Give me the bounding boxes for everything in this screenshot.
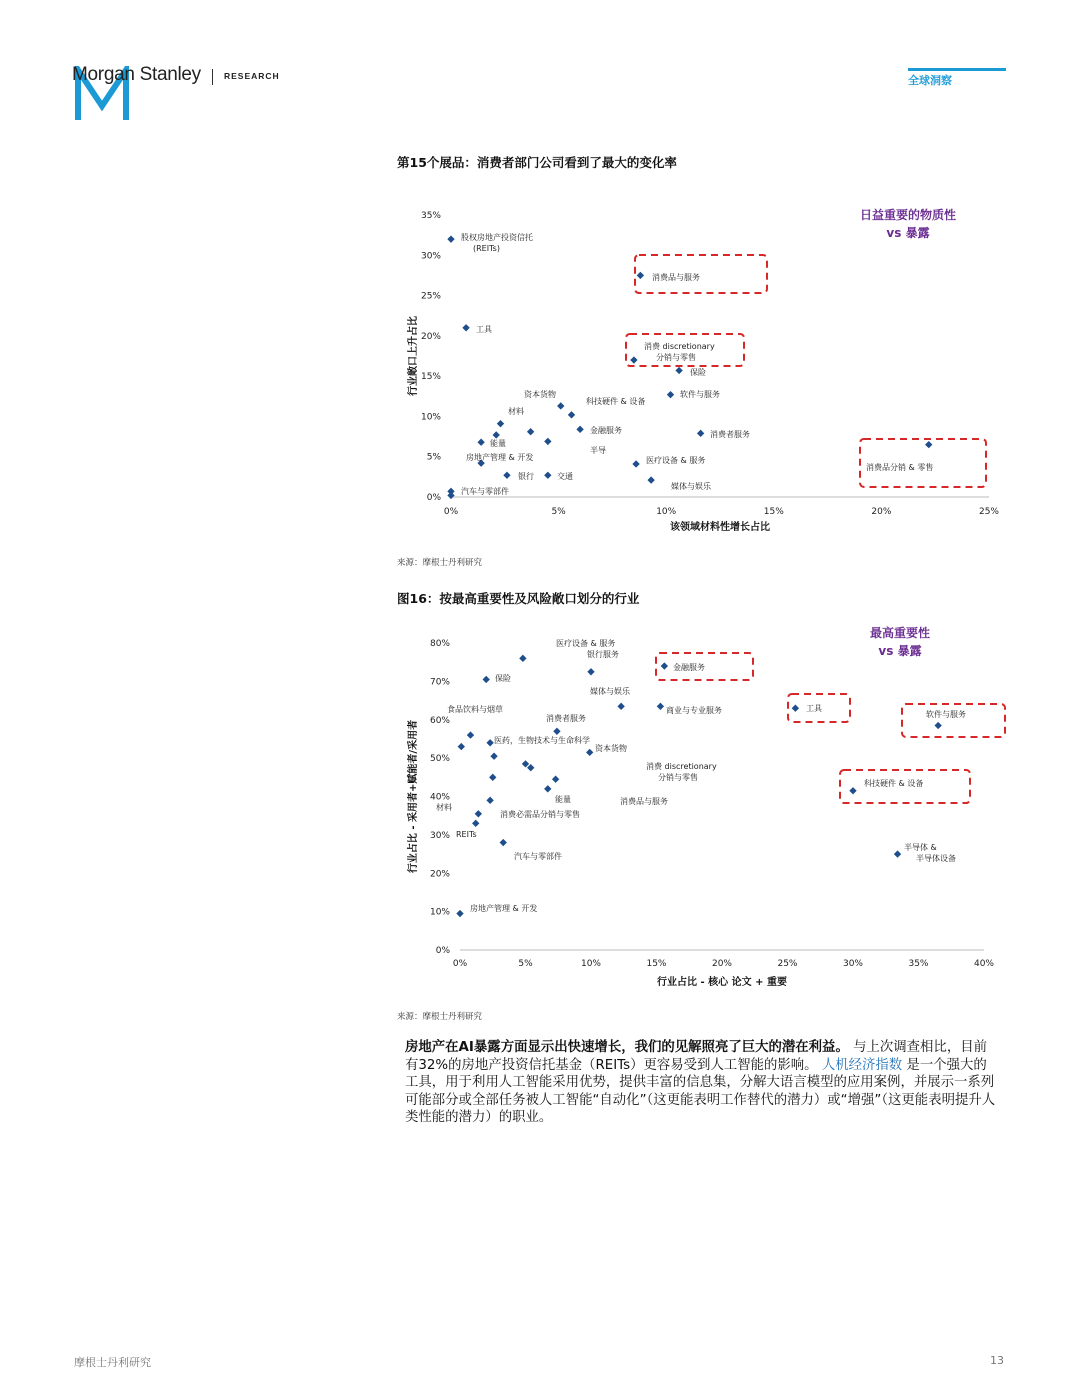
point-label: 科技硬件 & 设备 bbox=[864, 779, 924, 788]
point-label: 资本货物 bbox=[595, 744, 627, 753]
point-label: 股权房地产投资信托 bbox=[461, 233, 533, 242]
point-label: 房地产管理 & 开发 bbox=[470, 904, 538, 913]
x-tick-label: 0% bbox=[452, 959, 468, 969]
point-label: 材料 bbox=[508, 407, 524, 416]
y-tick-label: 30% bbox=[420, 251, 441, 262]
point-pt bbox=[587, 668, 594, 675]
exhibit-15-title: 第15个展品：消费者部门公司看到了最大的变化率 bbox=[397, 155, 677, 170]
point-pt bbox=[792, 705, 799, 712]
footer-brand: 摩根士丹利研究 bbox=[74, 1356, 151, 1369]
x-axis-title: 行业占比 - 核心 论文 + 重要 bbox=[657, 977, 787, 988]
point-label: 半导体 & bbox=[904, 843, 937, 852]
point-label: 分销与零售 bbox=[658, 773, 698, 782]
y-axis-title: 行业占比 - 采用者+赋能者/采用者 bbox=[408, 719, 419, 874]
point-pt bbox=[544, 785, 551, 792]
point-b bbox=[477, 439, 484, 446]
point-label: 消费必需品分销与零售 bbox=[500, 810, 580, 819]
point-label: 媒体与娱乐 bbox=[590, 687, 630, 696]
x-axis-title: 该领域材料性增长占比 bbox=[670, 522, 770, 533]
exhibit-16-scatter-chart bbox=[406, 625, 1005, 988]
y-tick-label: 10% bbox=[420, 412, 441, 423]
exhibit-16-source: 来源：摩根士丹利研究 bbox=[397, 1012, 483, 1022]
point-label: 消费者服务 bbox=[710, 430, 750, 439]
point-pt bbox=[544, 438, 551, 445]
y-tick-label: 60% bbox=[429, 715, 450, 726]
annotation-title: 最高重要性 bbox=[869, 626, 931, 640]
point-label: 保险 bbox=[495, 674, 511, 683]
point-discretionary bbox=[630, 356, 637, 363]
point-label: 软件与服务 bbox=[926, 710, 966, 719]
point-pt bbox=[675, 367, 682, 374]
point-pt bbox=[849, 787, 856, 794]
point-pt bbox=[557, 402, 564, 409]
point-pt bbox=[667, 391, 674, 398]
y-tick-label: 15% bbox=[420, 372, 441, 383]
point-pt bbox=[697, 430, 704, 437]
y-tick-label: 70% bbox=[429, 677, 450, 688]
x-tick-label: 20% bbox=[711, 959, 733, 969]
body-lead: 房地产在AI暴露方面显示出快速增长，我们的见解照亮了巨大的潜在利益。 bbox=[405, 1040, 849, 1055]
y-tick-label: 50% bbox=[429, 754, 450, 765]
point-label: 消费品与服务 bbox=[652, 273, 700, 282]
human-machine-index-link[interactable]: 人机经济指数 bbox=[821, 1057, 903, 1073]
point-label: 消费者服务 bbox=[546, 714, 586, 723]
y-tick-label: 20% bbox=[420, 331, 441, 342]
y-tick-label: 35% bbox=[420, 211, 441, 221]
annotation-title: 日益重要的物质性 bbox=[859, 208, 957, 222]
y-tick-label: 10% bbox=[429, 907, 450, 918]
point-b bbox=[544, 472, 551, 479]
point-pt bbox=[467, 731, 474, 738]
point-label: 半导 bbox=[590, 446, 606, 455]
annotation-subtitle: vs 暴露 bbox=[878, 644, 922, 658]
y-tick-label: 5% bbox=[426, 452, 441, 463]
point-pt bbox=[647, 476, 654, 483]
point-label: 房地产管理 & 开发 bbox=[466, 453, 534, 462]
y-axis-title: 行业敞口上升占比 bbox=[408, 316, 419, 396]
point-label: 软件与服务 bbox=[680, 390, 720, 399]
point-label: 半导体设备 bbox=[916, 854, 956, 863]
annotation-subtitle: vs 暴露 bbox=[886, 226, 930, 240]
point-label: 汽车与零部件 bbox=[461, 487, 509, 496]
brand-name: Morgan Stanley bbox=[72, 64, 201, 85]
point-label: 能量 bbox=[490, 439, 506, 448]
point-pt bbox=[576, 426, 583, 433]
point-pt bbox=[934, 722, 941, 729]
point-label: 材料 bbox=[436, 803, 452, 812]
x-tick-label: 10% bbox=[656, 507, 677, 517]
point-label: 医疗设备 & 服务 bbox=[646, 456, 706, 465]
point-pt bbox=[617, 703, 624, 710]
y-tick-label: 40% bbox=[429, 792, 450, 803]
point-label: 媒体与娱乐 bbox=[671, 482, 711, 491]
y-tick-label: 30% bbox=[429, 830, 450, 841]
point-label: 消费 discretionary bbox=[644, 342, 715, 351]
brand-research: RESEARCH bbox=[224, 71, 280, 81]
x-tick-label: 30% bbox=[842, 959, 864, 969]
point-pt bbox=[637, 272, 644, 279]
x-tick-label: 5% bbox=[518, 959, 533, 969]
point-pt bbox=[925, 441, 932, 448]
point-pt bbox=[661, 662, 668, 669]
point-label: 能量 bbox=[555, 795, 571, 804]
point-pt bbox=[475, 810, 482, 817]
point-pt bbox=[568, 411, 575, 418]
point-label: 银行服务 bbox=[587, 650, 619, 659]
point-label: 汽车与零部件 bbox=[514, 852, 562, 861]
point-reits bbox=[447, 235, 454, 242]
point-pt bbox=[519, 655, 526, 662]
point-pt bbox=[493, 431, 500, 438]
point-b bbox=[458, 743, 465, 750]
point-pt bbox=[486, 797, 493, 804]
point-label: 商业与专业服务 bbox=[666, 706, 722, 715]
point-label: 工具 bbox=[476, 325, 492, 334]
exhibit-15-source: 来源：摩根士丹利研究 bbox=[397, 558, 483, 568]
page-number: 13 bbox=[990, 1354, 1004, 1367]
point-pt bbox=[462, 324, 469, 331]
point-label: 医药，生物技术与生命科学 bbox=[494, 736, 590, 745]
point-reits bbox=[472, 820, 479, 827]
point-a bbox=[489, 774, 496, 781]
point-pt bbox=[894, 850, 901, 857]
point-pt bbox=[500, 839, 507, 846]
point-label: 交通 bbox=[557, 472, 573, 481]
point-b bbox=[447, 492, 454, 499]
point-pt bbox=[486, 739, 493, 746]
highlight-box bbox=[902, 704, 1005, 737]
point-pt bbox=[586, 749, 593, 756]
point-pt bbox=[552, 776, 559, 783]
point-label: 保险 bbox=[690, 368, 706, 377]
exhibit-16-title: 图16：按最高重要性及风险敞口划分的行业 bbox=[397, 591, 640, 606]
point-label: 金融服务 bbox=[590, 426, 622, 435]
point-label: 金融服务 bbox=[673, 663, 705, 672]
point-label: 消费 discretionary bbox=[646, 762, 717, 771]
point-pt bbox=[497, 420, 504, 427]
x-tick-label: 0% bbox=[443, 507, 459, 517]
point-label: 资本货物 bbox=[524, 390, 556, 399]
point-label: 分销与零售 bbox=[656, 353, 696, 362]
point-pt bbox=[503, 472, 510, 479]
x-tick-label: 15% bbox=[646, 959, 667, 969]
point-pt bbox=[632, 460, 639, 467]
point-b bbox=[527, 764, 534, 771]
point-b bbox=[490, 753, 497, 760]
x-tick-label: 5% bbox=[551, 507, 566, 517]
y-tick-label: 0% bbox=[435, 946, 450, 956]
y-tick-label: 80% bbox=[429, 639, 450, 649]
x-tick-label: 40% bbox=[973, 959, 995, 969]
x-tick-label: 10% bbox=[580, 959, 602, 969]
body-text-1: 与上次调查相比，目前有32%的房地产投资信托基金（REITs）更容易受到人工智能的影响。 bbox=[405, 1040, 988, 1073]
x-tick-label: 35% bbox=[908, 959, 929, 969]
x-tick-label: 25% bbox=[978, 507, 1000, 517]
body-text-2: 是一个强大的工具，用于利用人工智能采用优势，提供丰富的信息集，分解大语言模型的应用案例，并展示一系列可能部分或全部任务被人工智能“自动化”（这更能表明工作替代的潜力）或“增强”（这更能表明提升人类性能的潜力）的职业。 bbox=[405, 1057, 996, 1126]
point-pt bbox=[456, 910, 463, 917]
point-label: REITs bbox=[456, 830, 477, 839]
x-tick-label: 20% bbox=[871, 507, 892, 517]
point-label: (REITs) bbox=[473, 244, 500, 253]
body-paragraph bbox=[405, 1039, 1000, 1127]
exhibit-15-scatter-chart bbox=[406, 207, 999, 533]
point-label: 消费品分销 & 零售 bbox=[866, 463, 934, 472]
point-label: 消费品与服务 bbox=[620, 797, 668, 806]
point-label: 医疗设备 & 服务 bbox=[556, 639, 616, 648]
point-label: 食品饮料与烟草 bbox=[447, 705, 503, 714]
section-label: 全球洞察 bbox=[908, 74, 952, 87]
point-discretionary bbox=[522, 760, 529, 767]
y-tick-label: 20% bbox=[429, 869, 450, 880]
point-label: 工具 bbox=[806, 704, 822, 713]
point-label: 银行 bbox=[518, 472, 534, 481]
y-tick-label: 0% bbox=[426, 493, 441, 503]
x-tick-label: 25% bbox=[777, 959, 798, 969]
point-pt bbox=[527, 428, 534, 435]
point-pt bbox=[657, 703, 664, 710]
point-pt bbox=[483, 676, 490, 683]
point-pt bbox=[553, 728, 560, 735]
x-tick-label: 15% bbox=[763, 507, 784, 517]
point-label: 科技硬件 & 设备 bbox=[586, 397, 646, 406]
y-tick-label: 25% bbox=[420, 291, 441, 302]
